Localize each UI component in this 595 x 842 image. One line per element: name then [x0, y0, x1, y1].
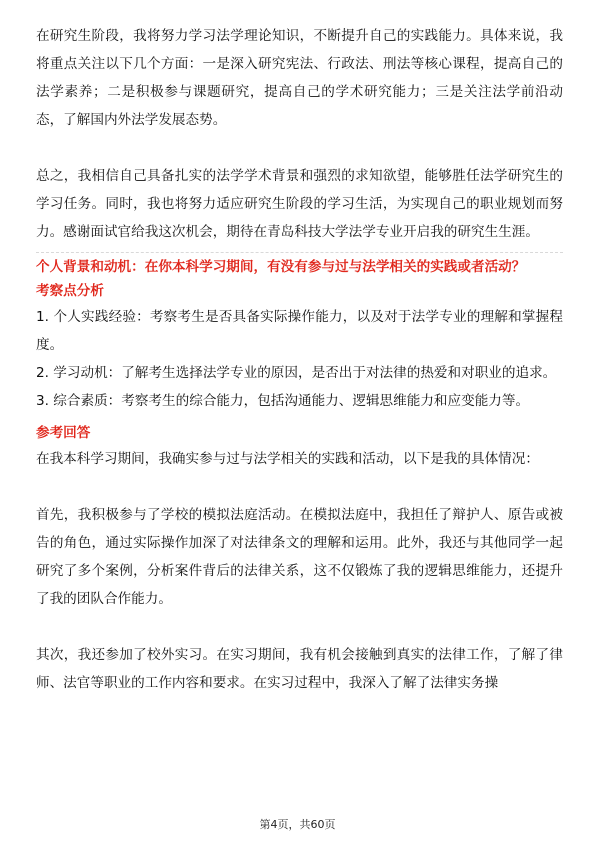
analysis-heading: 考察点分析: [36, 283, 104, 299]
section-divider: [36, 252, 563, 253]
analysis-item: 1. 个人实践经验：考察考生是否具备实际操作能力，以及对于法学专业的理解和掌握程度。: [36, 309, 563, 353]
answer-intro: 在我本科学习期间，我确实参与过与法学相关的实践和活动，以下是我的具体情况：: [36, 451, 539, 467]
document-body: [36, 22, 563, 697]
paragraph-research-plan: 在研究生阶段，我将努力学习法学理论知识，不断提升自己的实践能力。具体来说，我将重点关注以下几个方面：一是深入研究宪法、行政法、刑法等核心课程，提高自己的法学素养；二是积极参与课题研究，提高自己的学术研究能力；三是关注法学前沿动态，了解国内外法学发展态势。: [36, 28, 563, 128]
answer-paragraph-moot-court: 首先，我积极参与了学校的模拟法庭活动。在模拟法庭中，我担任了辩护人、原告或被告的角色，通过实际操作加深了对法律条文的理解和运用。此外，我还与其他同学一起研究了多个案例，分析案件背后的法律关系，这不仅锻炼了我的逻辑思维能力，还提升了我的团队合作能力。: [36, 507, 563, 607]
analysis-item: 2. 学习动机：了解考生选择法学专业的原因，是否出于对法律的热爱和对职业的追求。: [36, 365, 557, 381]
page-number: 第4页，共60页: [259, 818, 336, 831]
question-heading: 个人背景和动机：在你本科学习期间，有没有参与过与法学相关的实践或者活动？: [36, 259, 526, 275]
answer-heading: 参考回答: [36, 425, 91, 441]
analysis-item: 3. 综合素质：考察考生的综合能力，包括沟通能力、逻辑思维能力和应变能力等。: [36, 393, 530, 409]
paragraph-conclusion: 总之，我相信自己具备扎实的法学学术背景和强烈的求知欲望，能够胜任法学研究生的学习任务。同时，我也将努力适应研究生阶段的学习生活，为实现自己的职业规划而努力。感谢面试官给我这次机会，期待在青岛科技大学法学专业开启我的研究生生涯。: [36, 168, 563, 240]
answer-paragraph-internship: 其次，我还参加了校外实习。在实习期间，我有机会接触到真实的法律工作，了解了律师、法官等职业的工作内容和要求。在实习过程中，我深入了解了法律实务操: [36, 647, 563, 691]
